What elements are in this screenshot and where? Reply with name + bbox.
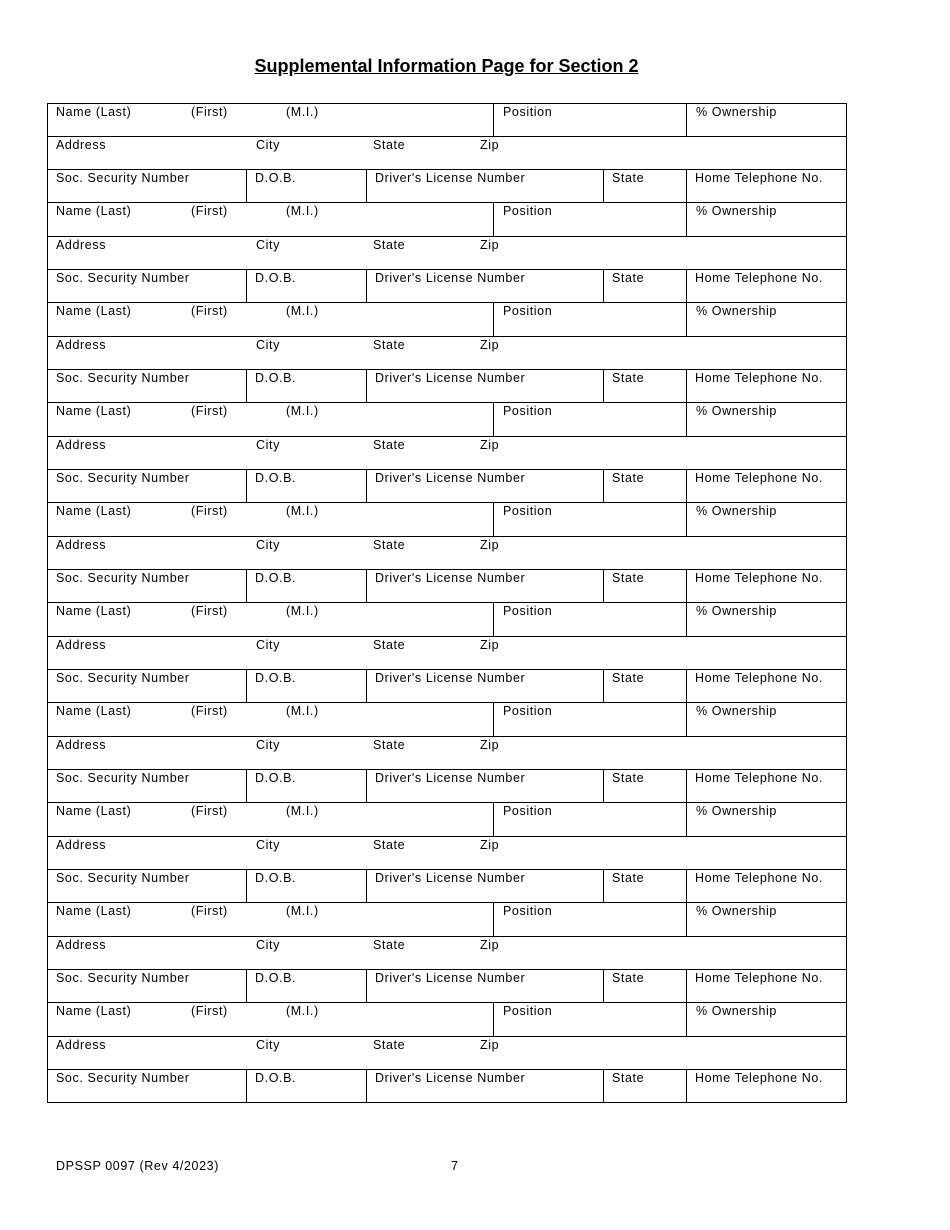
dob-field[interactable]: [246, 170, 367, 202]
address-row: [47, 237, 847, 270]
license-field[interactable]: [366, 670, 604, 702]
ssn-field[interactable]: [48, 870, 247, 902]
address-field[interactable]: [48, 937, 848, 969]
license-state-label: State: [612, 971, 645, 985]
ssn-field[interactable]: [48, 1070, 247, 1102]
name-last-label: Name (Last): [56, 904, 132, 918]
form-id: DPSSP 0097 (Rev 4/2023): [56, 1159, 219, 1173]
ssn-label: Soc. Security Number: [56, 471, 190, 485]
name-field[interactable]: [48, 203, 494, 236]
license-state-field[interactable]: [603, 870, 687, 902]
id-row: [47, 570, 847, 603]
address-row: [47, 637, 847, 670]
city-label: City: [256, 738, 280, 752]
dob-label: D.O.B.: [255, 271, 297, 285]
dob-field[interactable]: [246, 1070, 367, 1102]
home-phone-field[interactable]: [686, 370, 848, 402]
license-field[interactable]: [366, 270, 604, 302]
home-phone-label: Home Telephone No.: [695, 971, 824, 985]
name-row: [47, 903, 847, 937]
license-label: Driver's License Number: [375, 471, 526, 485]
ownership-field[interactable]: [686, 503, 848, 536]
license-label: Driver's License Number: [375, 271, 526, 285]
address-label: Address: [56, 338, 107, 352]
name-last-label: Name (Last): [56, 804, 132, 818]
first-name-label: (First): [191, 204, 228, 218]
ownership-field[interactable]: [686, 203, 848, 236]
position-label: Position: [503, 304, 553, 318]
license-field[interactable]: [366, 870, 604, 902]
ssn-field[interactable]: [48, 670, 247, 702]
license-state-label: State: [612, 471, 645, 485]
first-name-label: (First): [191, 704, 228, 718]
home-phone-field[interactable]: [686, 170, 848, 202]
home-phone-field[interactable]: [686, 1070, 848, 1102]
ssn-label: Soc. Security Number: [56, 371, 190, 385]
first-name-label: (First): [191, 404, 228, 418]
license-field[interactable]: [366, 970, 604, 1002]
home-phone-field[interactable]: [686, 970, 848, 1002]
city-label: City: [256, 538, 280, 552]
ssn-field[interactable]: [48, 470, 247, 502]
address-field[interactable]: [48, 837, 848, 869]
name-last-label: Name (Last): [56, 1004, 132, 1018]
address-field[interactable]: [48, 637, 848, 669]
ownership-field[interactable]: [686, 303, 848, 336]
name-row: [47, 603, 847, 637]
name-row: [47, 803, 847, 837]
ownership-field[interactable]: [686, 703, 848, 736]
id-row: [47, 270, 847, 303]
position-label: Position: [503, 504, 553, 518]
license-field[interactable]: [366, 370, 604, 402]
city-label: City: [256, 138, 280, 152]
state-label: State: [373, 738, 406, 752]
dob-field[interactable]: [246, 870, 367, 902]
dob-field[interactable]: [246, 370, 367, 402]
license-state-field[interactable]: [603, 770, 687, 802]
license-field[interactable]: [366, 770, 604, 802]
ssn-field[interactable]: [48, 970, 247, 1002]
ownership-label: % Ownership: [696, 704, 777, 718]
ssn-label: Soc. Security Number: [56, 171, 190, 185]
middle-initial-label: (M.I.): [286, 304, 319, 318]
dob-label: D.O.B.: [255, 671, 297, 685]
license-label: Driver's License Number: [375, 171, 526, 185]
dob-label: D.O.B.: [255, 371, 297, 385]
dob-field[interactable]: [246, 270, 367, 302]
address-field[interactable]: [48, 337, 848, 369]
license-label: Driver's License Number: [375, 871, 526, 885]
state-label: State: [373, 638, 406, 652]
address-label: Address: [56, 138, 107, 152]
id-row: [47, 1070, 847, 1103]
license-label: Driver's License Number: [375, 1071, 526, 1085]
dob-label: D.O.B.: [255, 971, 297, 985]
city-label: City: [256, 838, 280, 852]
license-state-label: State: [612, 271, 645, 285]
dob-label: D.O.B.: [255, 771, 297, 785]
first-name-label: (First): [191, 1004, 228, 1018]
ownership-label: % Ownership: [696, 204, 777, 218]
first-name-label: (First): [191, 604, 228, 618]
position-field[interactable]: [493, 803, 687, 836]
license-state-label: State: [612, 371, 645, 385]
dob-field[interactable]: [246, 470, 367, 502]
address-field[interactable]: [48, 237, 848, 269]
position-field[interactable]: [493, 1003, 687, 1036]
ssn-label: Soc. Security Number: [56, 1071, 190, 1085]
page-number: 7: [451, 1159, 459, 1173]
id-row: [47, 370, 847, 403]
position-label: Position: [503, 604, 553, 618]
name-field[interactable]: [48, 303, 494, 336]
dob-field[interactable]: [246, 970, 367, 1002]
position-label: Position: [503, 105, 553, 119]
state-label: State: [373, 338, 406, 352]
license-state-field[interactable]: [603, 170, 687, 202]
address-row: [47, 737, 847, 770]
ownership-field[interactable]: [686, 803, 848, 836]
name-field[interactable]: [48, 903, 494, 936]
address-label: Address: [56, 438, 107, 452]
ssn-label: Soc. Security Number: [56, 771, 190, 785]
license-field[interactable]: [366, 570, 604, 602]
city-label: City: [256, 238, 280, 252]
state-label: State: [373, 238, 406, 252]
ssn-field[interactable]: [48, 270, 247, 302]
zip-label: Zip: [480, 1038, 500, 1052]
id-row: [47, 170, 847, 203]
city-label: City: [256, 938, 280, 952]
state-label: State: [373, 538, 406, 552]
home-phone-label: Home Telephone No.: [695, 1071, 824, 1085]
address-field[interactable]: [48, 1037, 848, 1069]
ownership-field[interactable]: [686, 603, 848, 636]
name-field[interactable]: [48, 503, 494, 536]
license-label: Driver's License Number: [375, 671, 526, 685]
city-label: City: [256, 338, 280, 352]
zip-label: Zip: [480, 438, 500, 452]
dob-field[interactable]: [246, 770, 367, 802]
license-field[interactable]: [366, 470, 604, 502]
license-state-label: State: [612, 171, 645, 185]
home-phone-field[interactable]: [686, 770, 848, 802]
zip-label: Zip: [480, 838, 500, 852]
position-label: Position: [503, 404, 553, 418]
license-state-field[interactable]: [603, 370, 687, 402]
state-label: State: [373, 838, 406, 852]
license-state-field[interactable]: [603, 670, 687, 702]
position-field[interactable]: [493, 303, 687, 336]
name-row: [47, 103, 847, 137]
ssn-field[interactable]: [48, 370, 247, 402]
ssn-field[interactable]: [48, 770, 247, 802]
name-last-label: Name (Last): [56, 304, 132, 318]
first-name-label: (First): [191, 105, 228, 119]
name-field[interactable]: [48, 1003, 494, 1036]
position-field[interactable]: [493, 603, 687, 636]
home-phone-field[interactable]: [686, 670, 848, 702]
ownership-label: % Ownership: [696, 105, 777, 119]
middle-initial-label: (M.I.): [286, 704, 319, 718]
address-field[interactable]: [48, 437, 848, 469]
ownership-label: % Ownership: [696, 604, 777, 618]
address-row: [47, 1037, 847, 1070]
name-field[interactable]: [48, 703, 494, 736]
id-row: [47, 670, 847, 703]
owners-form: [47, 103, 847, 1103]
address-row: [47, 837, 847, 870]
home-phone-label: Home Telephone No.: [695, 571, 824, 585]
name-row: [47, 203, 847, 237]
address-row: [47, 337, 847, 370]
zip-label: Zip: [480, 638, 500, 652]
ssn-label: Soc. Security Number: [56, 571, 190, 585]
name-row: [47, 503, 847, 537]
id-row: [47, 470, 847, 503]
name-last-label: Name (Last): [56, 704, 132, 718]
license-state-field[interactable]: [603, 1070, 687, 1102]
license-state-label: State: [612, 571, 645, 585]
state-label: State: [373, 938, 406, 952]
address-field[interactable]: [48, 737, 848, 769]
address-row: [47, 937, 847, 970]
ownership-label: % Ownership: [696, 804, 777, 818]
middle-initial-label: (M.I.): [286, 1004, 319, 1018]
position-field[interactable]: [493, 104, 687, 136]
position-field[interactable]: [493, 203, 687, 236]
home-phone-label: Home Telephone No.: [695, 671, 824, 685]
dob-label: D.O.B.: [255, 871, 297, 885]
zip-label: Zip: [480, 938, 500, 952]
name-last-label: Name (Last): [56, 604, 132, 618]
address-label: Address: [56, 838, 107, 852]
address-label: Address: [56, 738, 107, 752]
address-label: Address: [56, 1038, 107, 1052]
ownership-label: % Ownership: [696, 904, 777, 918]
position-field[interactable]: [493, 903, 687, 936]
position-field[interactable]: [493, 703, 687, 736]
address-label: Address: [56, 538, 107, 552]
license-label: Driver's License Number: [375, 571, 526, 585]
home-phone-label: Home Telephone No.: [695, 871, 824, 885]
ownership-field[interactable]: [686, 903, 848, 936]
first-name-label: (First): [191, 304, 228, 318]
city-label: City: [256, 438, 280, 452]
position-label: Position: [503, 1004, 553, 1018]
zip-label: Zip: [480, 538, 500, 552]
name-row: [47, 1003, 847, 1037]
name-last-label: Name (Last): [56, 404, 132, 418]
dob-label: D.O.B.: [255, 471, 297, 485]
license-label: Driver's License Number: [375, 771, 526, 785]
state-label: State: [373, 1038, 406, 1052]
license-field[interactable]: [366, 170, 604, 202]
dob-field[interactable]: [246, 570, 367, 602]
zip-label: Zip: [480, 138, 500, 152]
ownership-field[interactable]: [686, 104, 848, 136]
middle-initial-label: (M.I.): [286, 404, 319, 418]
ssn-field[interactable]: [48, 170, 247, 202]
id-row: [47, 770, 847, 803]
ssn-label: Soc. Security Number: [56, 871, 190, 885]
home-phone-field[interactable]: [686, 270, 848, 302]
home-phone-label: Home Telephone No.: [695, 771, 824, 785]
name-last-label: Name (Last): [56, 105, 132, 119]
ssn-label: Soc. Security Number: [56, 971, 190, 985]
ssn-label: Soc. Security Number: [56, 671, 190, 685]
ssn-field[interactable]: [48, 570, 247, 602]
home-phone-field[interactable]: [686, 570, 848, 602]
ssn-label: Soc. Security Number: [56, 271, 190, 285]
state-label: State: [373, 138, 406, 152]
id-row: [47, 870, 847, 903]
address-label: Address: [56, 938, 107, 952]
position-field[interactable]: [493, 403, 687, 436]
dob-label: D.O.B.: [255, 571, 297, 585]
name-row: [47, 403, 847, 437]
middle-initial-label: (M.I.): [286, 904, 319, 918]
name-last-label: Name (Last): [56, 504, 132, 518]
zip-label: Zip: [480, 738, 500, 752]
license-label: Driver's License Number: [375, 971, 526, 985]
name-field[interactable]: [48, 603, 494, 636]
license-state-field[interactable]: [603, 570, 687, 602]
license-state-field[interactable]: [603, 970, 687, 1002]
license-state-label: State: [612, 1071, 645, 1085]
address-row: [47, 137, 847, 170]
home-phone-label: Home Telephone No.: [695, 271, 824, 285]
state-label: State: [373, 438, 406, 452]
home-phone-label: Home Telephone No.: [695, 371, 824, 385]
home-phone-field[interactable]: [686, 470, 848, 502]
position-field[interactable]: [493, 503, 687, 536]
name-field[interactable]: [48, 803, 494, 836]
name-field[interactable]: [48, 403, 494, 436]
middle-initial-label: (M.I.): [286, 604, 319, 618]
address-field[interactable]: [48, 137, 848, 169]
position-label: Position: [503, 704, 553, 718]
middle-initial-label: (M.I.): [286, 204, 319, 218]
address-row: [47, 437, 847, 470]
license-label: Driver's License Number: [375, 371, 526, 385]
dob-field[interactable]: [246, 670, 367, 702]
position-label: Position: [503, 904, 553, 918]
address-field[interactable]: [48, 537, 848, 569]
page-title: Supplemental Information Page for Section 2: [254, 56, 639, 76]
ownership-label: % Ownership: [696, 304, 777, 318]
home-phone-label: Home Telephone No.: [695, 171, 824, 185]
middle-initial-label: (M.I.): [286, 504, 319, 518]
ownership-field[interactable]: [686, 403, 848, 436]
city-label: City: [256, 638, 280, 652]
zip-label: Zip: [480, 338, 500, 352]
middle-initial-label: (M.I.): [286, 105, 319, 119]
ownership-label: % Ownership: [696, 1004, 777, 1018]
home-phone-field[interactable]: [686, 870, 848, 902]
position-label: Position: [503, 204, 553, 218]
zip-label: Zip: [480, 238, 500, 252]
name-row: [47, 703, 847, 737]
license-state-label: State: [612, 871, 645, 885]
position-label: Position: [503, 804, 553, 818]
ownership-field[interactable]: [686, 1003, 848, 1036]
ownership-label: % Ownership: [696, 504, 777, 518]
name-row: [47, 303, 847, 337]
license-state-label: State: [612, 671, 645, 685]
dob-label: D.O.B.: [255, 171, 297, 185]
name-last-label: Name (Last): [56, 204, 132, 218]
license-state-field[interactable]: [603, 470, 687, 502]
license-field[interactable]: [366, 1070, 604, 1102]
license-state-label: State: [612, 771, 645, 785]
middle-initial-label: (M.I.): [286, 804, 319, 818]
first-name-label: (First): [191, 504, 228, 518]
home-phone-label: Home Telephone No.: [695, 471, 824, 485]
first-name-label: (First): [191, 904, 228, 918]
ownership-label: % Ownership: [696, 404, 777, 418]
id-row: [47, 970, 847, 1003]
city-label: City: [256, 1038, 280, 1052]
address-label: Address: [56, 638, 107, 652]
first-name-label: (First): [191, 804, 228, 818]
name-field[interactable]: [48, 104, 494, 136]
address-row: [47, 537, 847, 570]
license-state-field[interactable]: [603, 270, 687, 302]
address-label: Address: [56, 238, 107, 252]
dob-label: D.O.B.: [255, 1071, 297, 1085]
